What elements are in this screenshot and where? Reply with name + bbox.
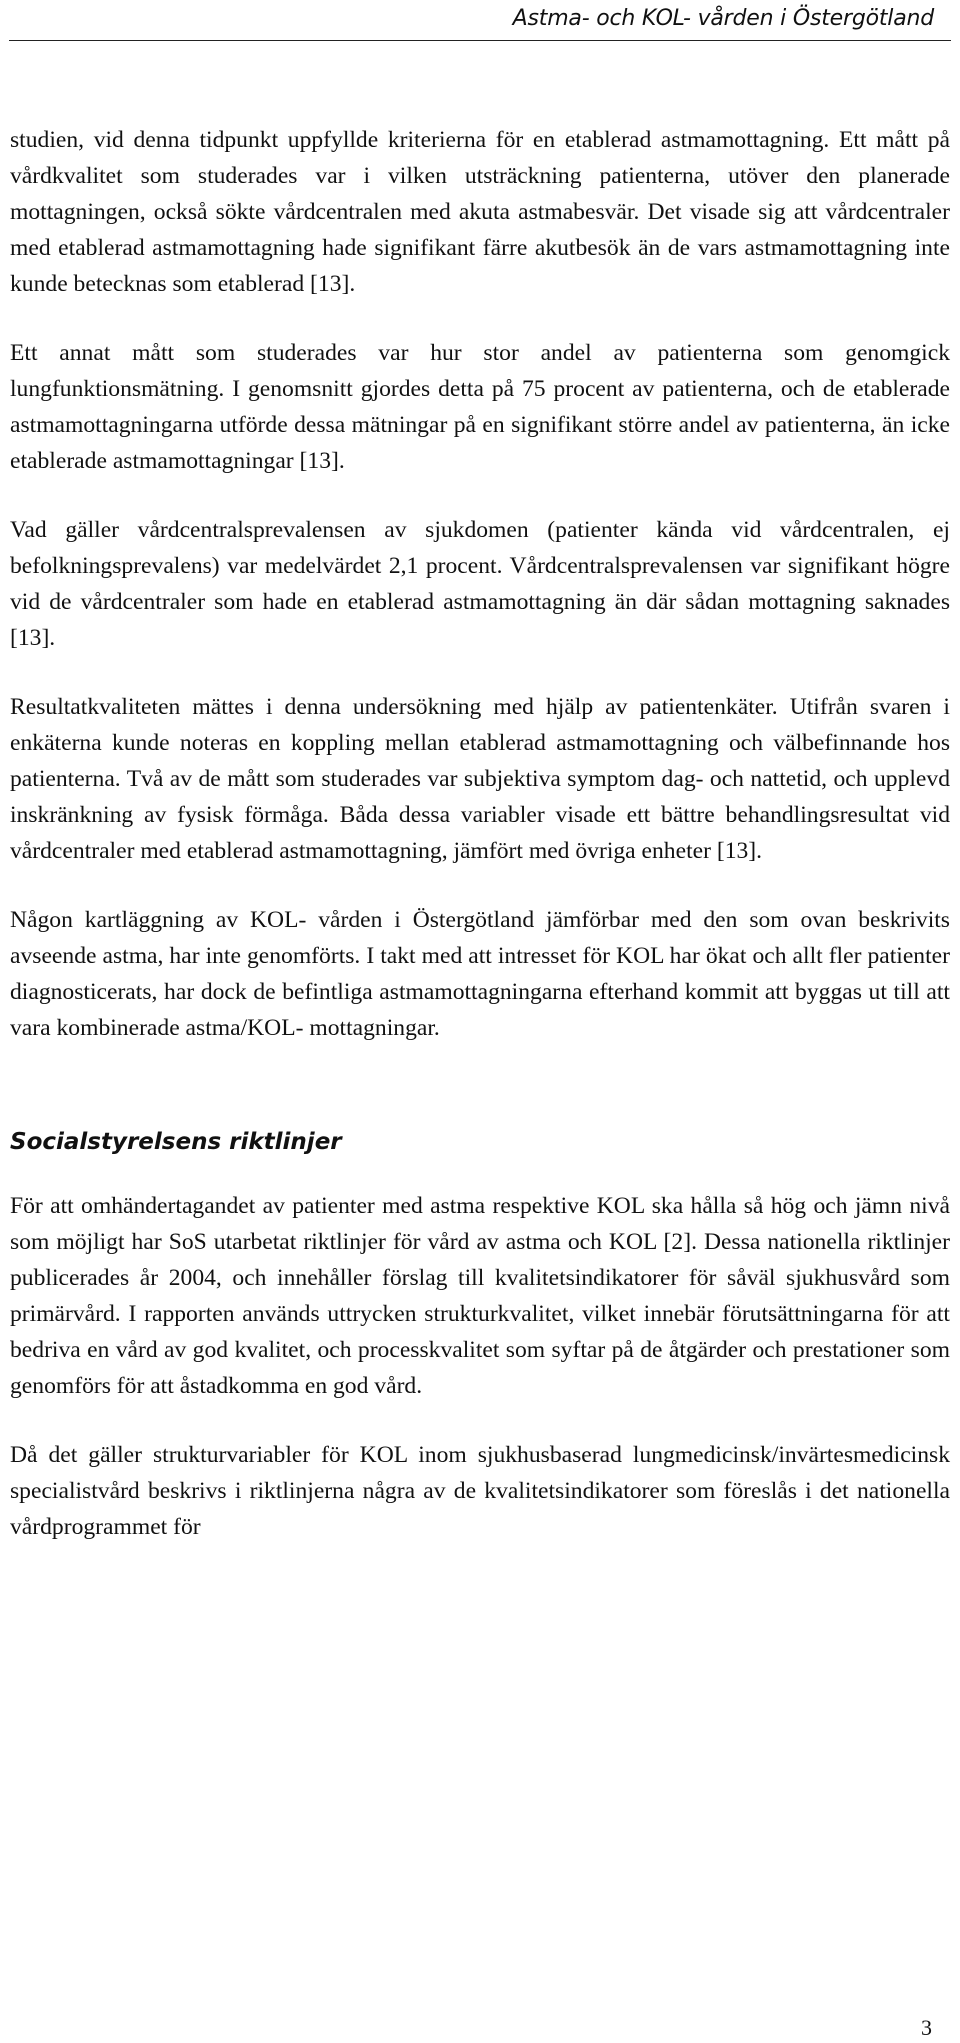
paragraph: Någon kartläggning av KOL- vården i Östergötland jämförbar med den som ovan beskrivits avseende astma, har inte genomförts. I takt med att intresset för KOL har ökat och allt fler patienter diagnosticerats, har dock de befintliga astmamottagningarna efterhand kommit att byggas ut till att vara kombinerade astma/KOL- mottagningar. [10, 907, 950, 1041]
paragraph: Resultatkvaliteten mättes i denna undersökning med hjälp av patientenkäter. Utifrån svaren i enkäterna kunde noteras en koppling mellan etablerad astmamottagning och välbefinnande hos patienterna. Två av de mått som studerades var subjektiva symptom dag- och nattetid, och upplevd inskränkning av fysisk förmåga. Båda dessa variabler visade ett bättre behandlingsresultat vid vårdcentraler med etablerad astmamottagning, jämfört med övriga enheter [13]. [10, 694, 950, 864]
paragraph: studien, vid denna tidpunkt uppfyllde kriterierna för en etablerad astmamottagning. Ett mått på vårdkvalitet som studerades var i vilken utsträckning patienterna, utöver den planerade mottagningen, också sökte vårdcentralen med akuta astmabesvär. Det visade sig att vårdcentraler med etablerad astmamottagning hade signifikant färre akutbesök än de vars astmamottagning inte kunde betecknas som etablerad [13]. [10, 127, 950, 297]
section-heading: Socialstyrelsens riktlinjer [10, 1129, 342, 1155]
paragraph: För att omhändertagandet av patienter med astma respektive KOL ska hålla så hög och jämn nivå som möjligt har SoS utarbetat riktlinjer för vård av astma och KOL [2]. Dessa nationella riktlinjer publicerades år 2004, och innehåller förslag till kvalitetsindikatorer för såväl sjukhusvård som primärvård. I rapporten används uttrycken strukturkvalitet, vilket innebär förutsättningarna för att bedriva en vård av god kvalitet, och processkvalitet som syftar på de åtgärder och prestationer som genomförs för att åstadkomma en god vård. [10, 1193, 950, 1399]
header-divider [9, 40, 951, 41]
page-number: 3 [921, 2015, 932, 2040]
paragraph: Ett annat mått som studerades var hur stor andel av patienterna som genomgick lungfunktionsmätning. I genomsnitt gjordes detta på 75 procent av patienterna, och de etablerade astmamottagningarna utförde dessa mätningar på en signifikant större andel av patienterna, än icke etablerade astmamottagningar [13]. [10, 340, 950, 474]
document-body [10, 122, 950, 1578]
paragraph: Vad gäller vårdcentralsprevalensen av sjukdomen (patienter kända vid vårdcentralen, ej befolkningsprevalens) var medelvärdet 2,1 procent. Vårdcentralsprevalensen var signifikant högre vid de vårdcentraler som hade en etablerad astmamottagning än där sådan mottagning saknades [13]. [10, 517, 950, 651]
running-header-title: Astma- och KOL- vården i Östergötland [512, 6, 934, 31]
paragraph: Då det gäller strukturvariabler för KOL inom sjukhusbaserad lungmedicinsk/invärtesmedicinsk specialistvård beskrivs i riktlinjerna några av de kvalitetsindikatorer som föreslås i det nationella vårdprogrammet för [10, 1442, 950, 1540]
